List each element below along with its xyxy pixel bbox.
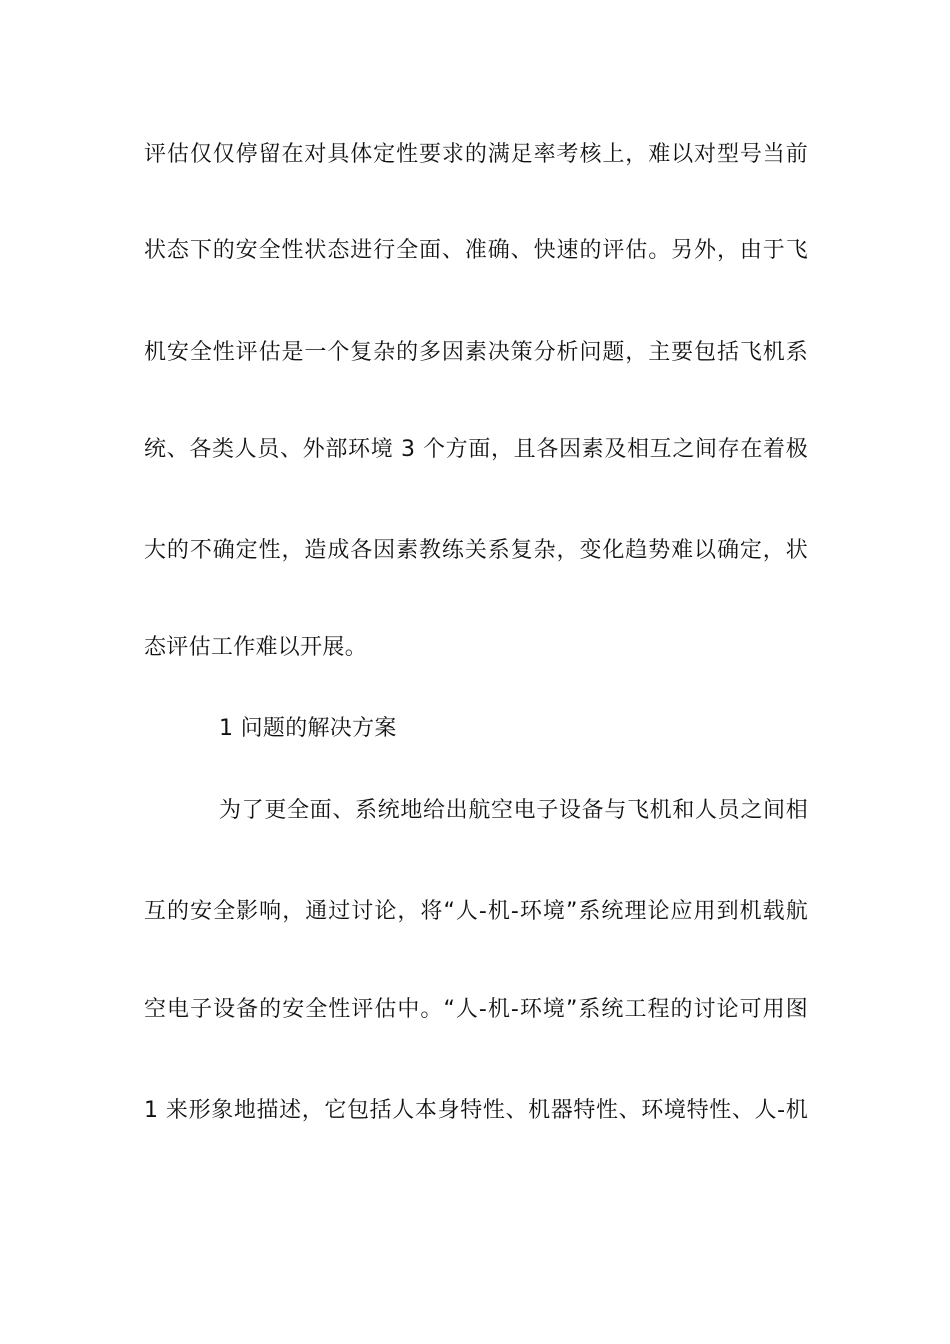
paragraph-line-5: 大的不确定性，造成各因素教练关系复杂，变化趋势难以确定，状	[144, 538, 808, 563]
paragraph-line-10: 1 来形象地描述，它包括人本身特性、机器特性、环境特性、人-机	[144, 1098, 808, 1123]
section-heading: 1 问题的解决方案	[219, 716, 397, 741]
paragraph-line-9: 空电子设备的安全性评估中。“人-机-环境”系统工程的讨论可用图	[144, 997, 808, 1022]
paragraph-line-7: 为了更全面、系统地给出航空电子设备与飞机和人员之间相	[219, 798, 808, 823]
paragraph-line-3: 机安全性评估是一个复杂的多因素决策分析问题，主要包括飞机系	[144, 340, 808, 365]
paragraph-line-1: 评估仅仅停留在对具体定性要求的满足率考核上，难以对型号当前	[144, 142, 808, 167]
paragraph-line-8: 互的安全影响，通过讨论，将“人-机-环境”系统理论应用到机载航	[144, 899, 808, 924]
paragraph-line-4: 统、各类人员、外部环境 3 个方面，且各因素及相互之间存在着极	[144, 437, 808, 462]
paragraph-line-2: 状态下的安全性状态进行全面、准确、快速的评估。另外，由于飞	[144, 238, 808, 263]
paragraph-line-6: 态评估工作难以开展。	[144, 635, 368, 660]
